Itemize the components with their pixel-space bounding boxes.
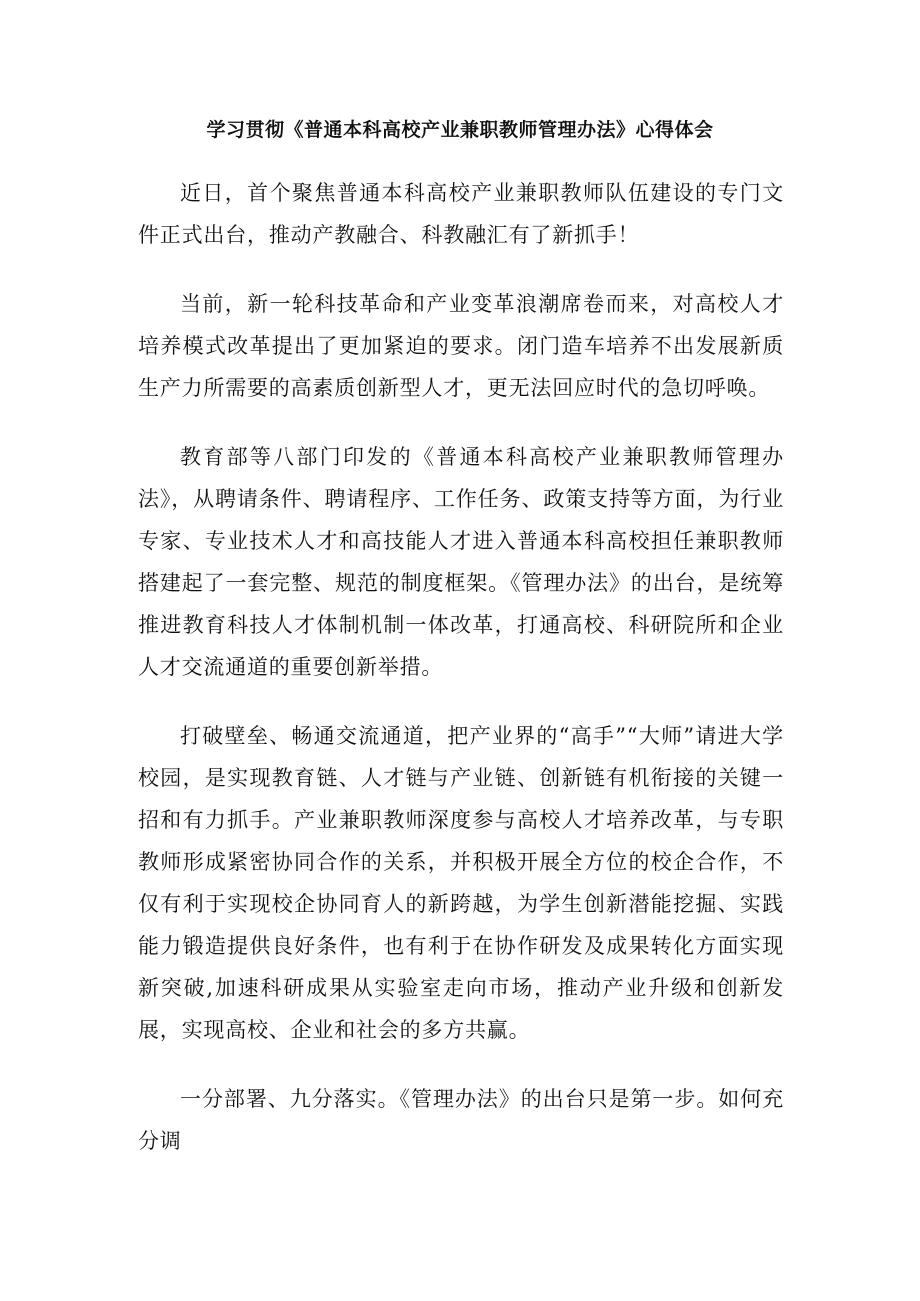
paragraph-implementation: 一分部署、九分落实。《管理办法》的出台只是第一步。如何充分调 [138, 1087, 784, 1153]
paragraph-significance: 打破壁垒、畅通交流通道，把产业界的“高手”“大师”请进大学校园，是实现教育链、人才链与产业链、创新链有机衔接的关键一招和有力抓手。产业兼职教师深度参与高校人才培养改革，与专职教师形成紧密协同合作的关系，并积极开展全方位的校企合作，不仅有利于实现校企协同育人的新跨越，为学生创新潜能挖掘、实践能力锻造提供良好条件，也有利于在协作研发及成果转化方面实现新突破,加速科研成果从实验室走向市场，推动产业升级和创新发展，实现高校、企业和社会的多方共赢。 [138, 724, 784, 1042]
document-body [138, 172, 784, 1189]
document-title: 学习贯彻《普通本科高校产业兼职教师管理办法》心得体会 [206, 119, 714, 141]
paragraph-policy: 教育部等八部门印发的《普通本科高校产业兼职教师管理办法》，从聘请条件、聘请程序、工作任务、政策支持等方面，为行业专家、专业技术人才和高技能人才进入普通本科高校担任兼职教师搭建起了一套完整、规范的制度框架。《管理办法》的出台，是统筹推进教育科技人才体制机制一体改革，打通高校、科研院所和企业人才交流通道的重要创新举措。 [138, 445, 784, 679]
paragraph-background: 当前，新一轮科技革命和产业变革浪潮席卷而来，对高校人才培养模式改革提出了更加紧迫的要求。闭门造车培养不出发展新质生产力所需要的高素质创新型人才，更无法回应时代的急切呼唤。 [138, 292, 784, 400]
paragraph-intro: 近日，首个聚焦普通本科高校产业兼职教师队伍建设的专门文件正式出台，推动产教融合、科教融汇有了新抓手！ [138, 181, 784, 247]
